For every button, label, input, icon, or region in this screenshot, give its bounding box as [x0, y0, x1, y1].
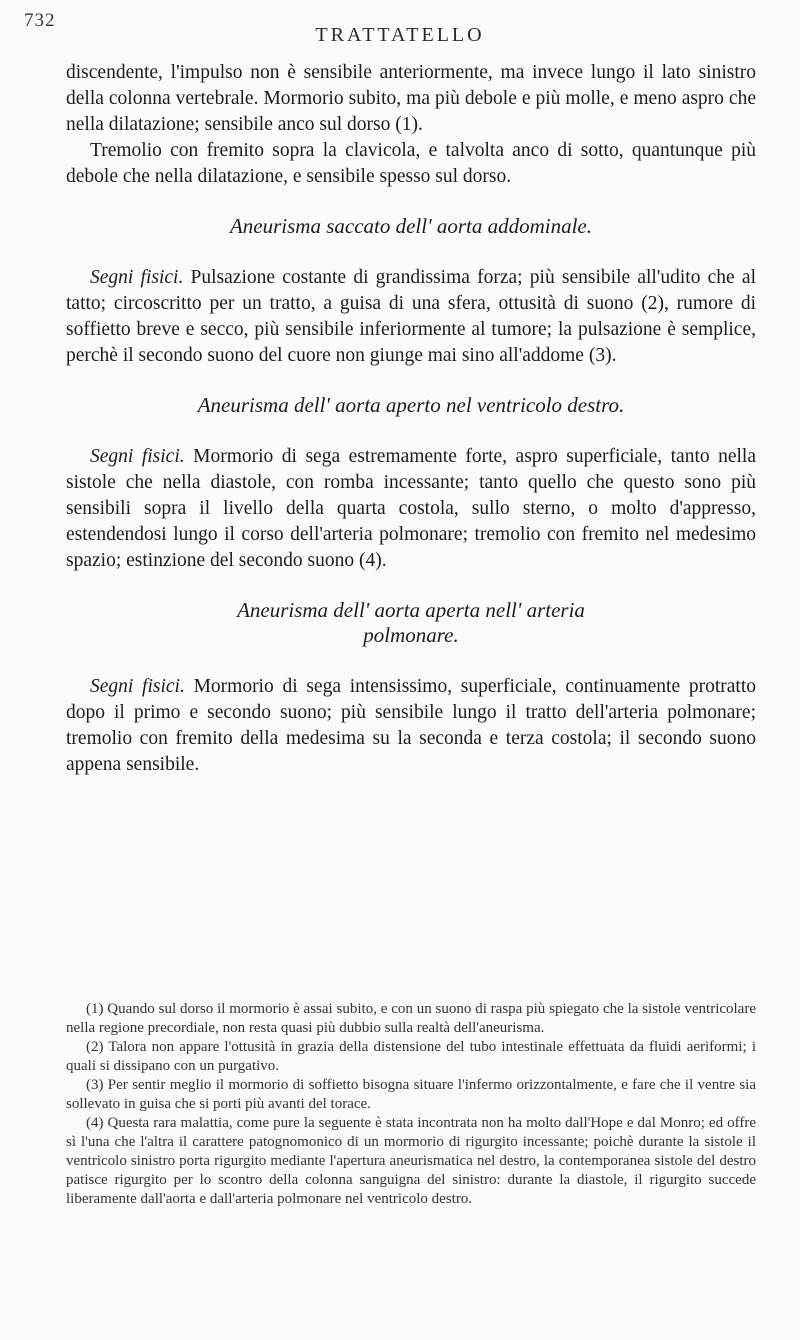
segni-fisici-label: Segni fisici. — [90, 446, 185, 467]
section-heading-pulmonary-artery — [66, 598, 756, 648]
section-body-abdominal-aneurysm — [66, 265, 756, 369]
segni-fisici-label: Segni fisici. — [90, 676, 185, 697]
footnote-1: (1) Quando sul dorso il mormorio è assai subito, e con un suono di raspa più spiegato che la sistole ventricolare nella regione precordiale, non resta quasi più dubbio sulla realtà dell'aneurisma. — [66, 1001, 756, 1036]
section-body-pulmonary-artery — [66, 674, 756, 778]
section-text: Mormorio di sega estremamente forte, aspro superficiale, tanto nella sistole che nella diastole, con romba incessante; tanto quello che questo sono più sensibili sopra il livello della quarta costola, sullo sterno, o molto d'appresso, estendendosi lungo il corso dell'arteria polmonare; tremolio con fremito nel medesimo spazio; estinzione del secondo suono (4). — [66, 446, 756, 571]
section-body-right-ventricle — [66, 444, 756, 574]
paragraph-continuation: discendente, l'impulso non è sensibile anteriormente, ma invece lungo il lato sinistro della colonna vertebrale. Mormorio subito, ma più debole e più molle, e meno aspro che nella dilatazione; sensibile anco sul dorso (1). — [66, 62, 756, 135]
section-text: Pulsazione costante di grandissima forza; più sensibile all'udito che al tatto; circoscritto per un tratto, a guisa di una sfera, ottusità di suono (2), rumore di soffietto breve e secco, più sensibile inferiormente al tumore; la pulsazione è semplice, perchè il secondo suono del cuore non giunge mai sino all'addome (3). — [66, 267, 756, 366]
paragraph-tremolio: Tremolio con fremito sopra la clavicola, e talvolta anco di sotto, quantunque più debole che nella dilatazione, e sensibile spesso sul dorso. — [66, 140, 756, 187]
heading-line-2: polmonare. — [363, 623, 459, 647]
segni-fisici-label: Segni fisici. — [90, 267, 184, 288]
page-number: 732 — [24, 10, 56, 31]
main-text — [66, 60, 756, 778]
footnote-3: (3) Per sentir meglio il mormorio di soffietto bisogna situare l'infermo orizzontalmente, e fare che il ventre sia sollevato in guisa che si porti più avanti del torace. — [66, 1077, 756, 1112]
running-head: TRATTATELLO — [315, 24, 485, 46]
heading-line-1: Aneurisma dell' aorta aperta nell' arteria — [237, 598, 585, 622]
footnote-4: (4) Questa rara malattia, come pure la seguente è stata incontrata non ha molto dall'Hope e dal Monro; ed offre sì l'una che l'altra il carattere patognomonico di un mormorio di rigurgito incessante; poichè durante la sistole il ventricolo sinistro porta rigurgito mediante l'apertura aneurismatica nel destro, la contemporanea sistole del destro patisce rigurgito per lo scontro della colonna sanguigna del sinistro: durante la diastole, il rigurgito succede liberamente dall'aorta e dall'arteria polmonare nel ventricolo destro. — [66, 1115, 756, 1207]
section-heading-abdominal-aneurysm: Aneurisma saccato dell' aorta addominale. — [229, 214, 593, 238]
footnote-2: (2) Talora non appare l'ottusità in grazia della distensione del tubo intestinale effettuata da fluidi aeriformi; i quali si dissipano con un purgativo. — [66, 1039, 756, 1074]
footnotes — [66, 1000, 756, 1209]
section-heading-right-ventricle: Aneurisma dell' aorta aperto nel ventricolo destro. — [197, 393, 625, 417]
section-text: Mormorio di sega intensissimo, superficiale, continuamente protratto dopo il primo e secondo suono; più sensibile lungo il tratto dell'arteria polmonare; tremolio con fremito della medesima su la seconda e terza costola; il secondo suono appena sensibile. — [66, 676, 756, 775]
